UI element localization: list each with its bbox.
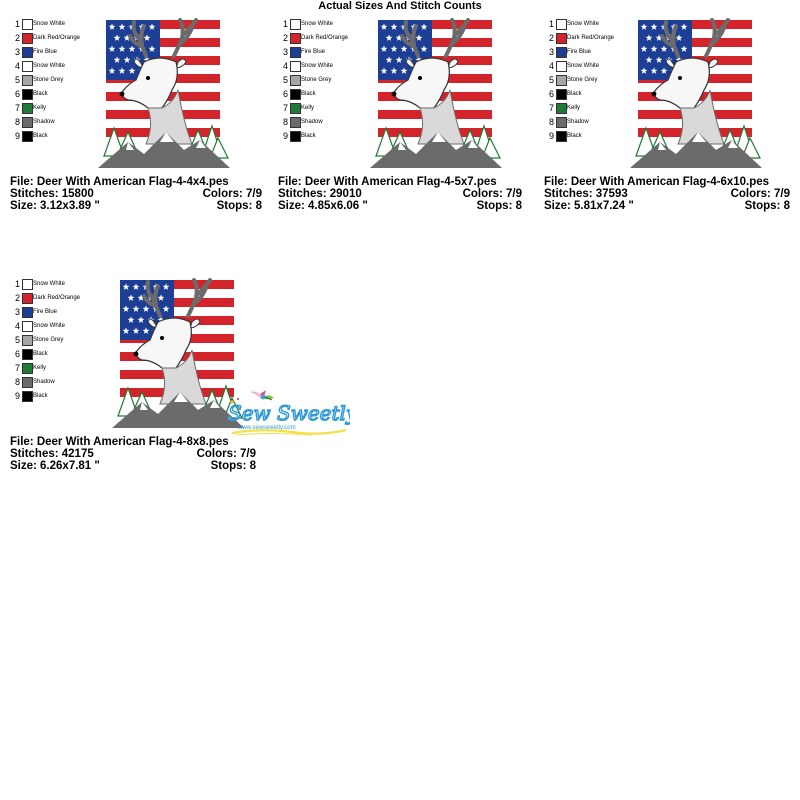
color-swatch [290,75,301,86]
thread-number: 9 [282,131,288,141]
thread-number: 9 [14,131,20,141]
thread-name: Snow White [301,63,334,69]
thread-number: 4 [282,61,288,71]
color-swatch [22,19,33,30]
color-swatch [556,61,567,72]
stitch-count: Stitches: 15800 [10,188,94,200]
thread-number: 3 [14,307,20,317]
design-preview[interactable] [620,16,770,181]
stitch-count: Stitches: 37593 [544,188,628,200]
color-swatch [22,349,33,360]
thread-name: Black [567,91,582,97]
color-swatch [290,61,301,72]
thread-number: 8 [14,117,20,127]
thread-name: Black [301,133,316,139]
thread-number: 6 [282,89,288,99]
thread-name: Fire Blue [301,49,326,55]
color-swatch [22,103,33,114]
color-swatch [290,47,301,58]
color-count: Colors: 7/9 [462,188,522,200]
thread-number: 4 [14,61,20,71]
thread-number: 7 [548,103,554,113]
color-swatch [22,335,33,346]
stitch-count: Stitches: 42175 [10,448,94,460]
color-count: Colors: 7/9 [730,188,790,200]
thread-number: 8 [548,117,554,127]
thread-name: Black [33,133,48,139]
design-info [10,436,256,472]
color-swatch [22,33,33,44]
design-size: Size: 4.85x6.06 " [278,200,368,212]
thread-name: Kelly [567,105,581,111]
thread-number: 2 [14,293,20,303]
color-swatch [22,117,33,128]
thread-name: Stone Grey [33,77,64,83]
color-swatch [556,117,567,128]
thread-name: Shadow [301,119,323,125]
thread-number: 4 [14,321,20,331]
file-name: File: Deer With American Flag-4-6x10.pes [544,176,770,188]
thread-name: Snow White [33,63,66,69]
thread-number: 5 [14,335,20,345]
stop-count: Stops: 8 [476,200,522,212]
thread-number: 2 [282,33,288,43]
design-size: Size: 6.26x7.81 " [10,460,100,472]
color-swatch [22,47,33,58]
thread-name: Black [33,351,48,357]
thread-number: 2 [548,33,554,43]
thread-name: Black [33,91,48,97]
thread-number: 6 [548,89,554,99]
stop-count: Stops: 8 [744,200,790,212]
design-preview[interactable] [360,16,510,181]
thread-name: Black [33,393,48,399]
color-swatch [22,293,33,304]
color-swatch [556,75,567,86]
thread-number: 1 [14,279,20,289]
thread-name: Dark Red/Orange [567,35,615,41]
design-size: Size: 5.81x7.24 " [544,200,634,212]
color-swatch [290,117,301,128]
thread-number: 9 [14,391,20,401]
stop-count: Stops: 8 [210,460,256,472]
color-swatch [22,363,33,374]
color-swatch [556,131,567,142]
color-swatch [290,89,301,100]
thread-name: Shadow [33,379,55,385]
thread-name: Black [301,91,316,97]
thread-number: 8 [282,117,288,127]
color-swatch [22,279,33,290]
thread-name: Kelly [301,105,315,111]
thread-name: Fire Blue [33,49,58,55]
thread-name: Dark Red/Orange [301,35,349,41]
thread-name: Shadow [33,119,55,125]
thread-number: 7 [14,363,20,373]
file-name: File: Deer With American Flag-4-4x4.pes [10,176,229,188]
color-swatch [22,321,33,332]
thread-number: 5 [282,75,288,85]
design-size: Size: 3.12x3.89 " [10,200,100,212]
thread-name: Snow White [33,281,66,287]
svg-text:www.sewsweetly.com: www.sewsweetly.com [238,425,296,431]
color-swatch [290,33,301,44]
thread-number: 2 [14,33,20,43]
thread-name: Kelly [33,105,47,111]
thread-number: 3 [14,47,20,57]
thread-number: 1 [14,19,20,29]
design-panel [10,278,800,518]
color-count: Colors: 7/9 [202,188,262,200]
stitch-count: Stitches: 29010 [278,188,362,200]
thread-number: 3 [282,47,288,57]
thread-name: Snow White [33,323,66,329]
page-title: Actual Sizes And Stitch Counts [318,0,482,12]
color-swatch [22,75,33,86]
thread-number: 4 [548,61,554,71]
thread-name: Snow White [567,63,600,69]
color-swatch [290,19,301,30]
design-info [544,176,790,212]
sew-sweetly-logo [222,388,350,438]
color-count: Colors: 7/9 [196,448,256,460]
color-swatch [22,131,33,142]
thread-name: Fire Blue [567,49,592,55]
thread-number: 7 [14,103,20,113]
thread-name: Stone Grey [33,337,64,343]
thread-name: Stone Grey [567,77,598,83]
thread-name: Dark Red/Orange [33,35,81,41]
thread-name: Dark Red/Orange [33,295,81,301]
color-swatch [22,61,33,72]
thread-name: Snow White [301,21,334,27]
thread-number: 8 [14,377,20,387]
thread-number: 5 [14,75,20,85]
color-swatch [290,103,301,114]
color-swatch [22,391,33,402]
thread-name: Snow White [33,21,66,27]
design-info [10,176,262,212]
thread-name: Stone Grey [301,77,332,83]
hummingbird-icon [250,390,274,400]
stop-count: Stops: 8 [216,200,262,212]
thread-name: Snow White [567,21,600,27]
design-info [278,176,522,212]
color-swatch [290,131,301,142]
color-swatch [22,377,33,388]
color-swatch [556,103,567,114]
design-panel [544,18,800,258]
thread-number: 1 [548,19,554,29]
thread-number: 9 [548,131,554,141]
thread-name: Kelly [33,365,47,371]
svg-text:Sew Sweetly: Sew Sweetly [228,401,350,425]
file-name: File: Deer With American Flag-4-5x7.pes [278,176,497,188]
thread-number: 3 [548,47,554,57]
color-swatch [556,89,567,100]
thread-number: 1 [282,19,288,29]
file-name: File: Deer With American Flag-4-8x8.pes [10,436,229,448]
color-swatch [556,33,567,44]
thread-number: 6 [14,349,20,359]
thread-number: 6 [14,89,20,99]
thread-name: Fire Blue [33,309,58,315]
thread-name: Black [567,133,582,139]
design-preview[interactable] [88,16,238,181]
thread-number: 5 [548,75,554,85]
thread-number: 7 [282,103,288,113]
color-swatch [22,89,33,100]
color-swatch [22,307,33,318]
thread-name: Shadow [567,119,589,125]
color-swatch [556,47,567,58]
color-swatch [556,19,567,30]
